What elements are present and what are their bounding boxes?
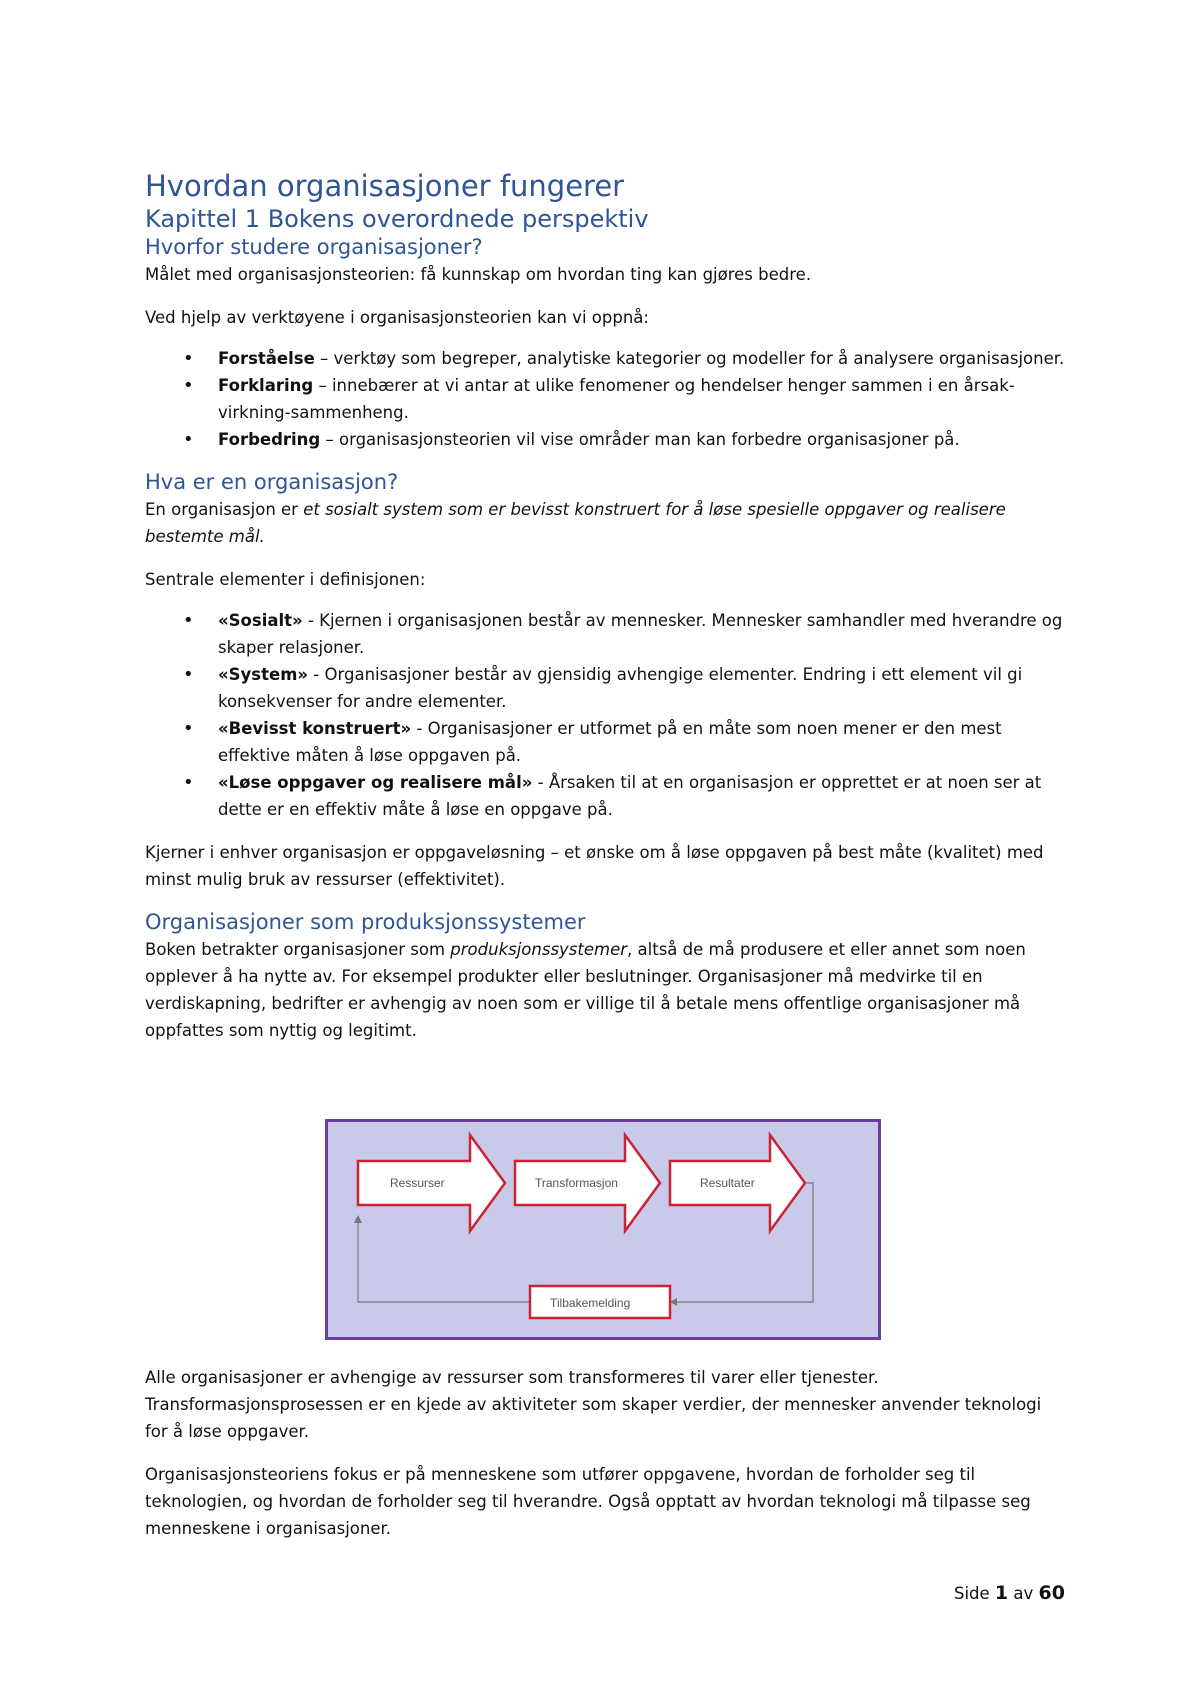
step-label: Transformasjon <box>535 1176 618 1190</box>
document-body <box>145 168 1065 1044</box>
bullet-list <box>145 607 1065 823</box>
list-item: • Forklaring – innebærer at vi antar at ulike fenomener og hendelser henger sammen i en årsak-virkning-sammenheng. <box>145 372 1065 426</box>
document-title: Hvordan organisasjoner fungerer <box>145 169 625 203</box>
list-item: • Forståelse – verktøy som begreper, analytiske kategorier og modeller for å analysere organisasjoner. <box>145 345 1065 372</box>
paragraph: Sentrale elementer i definisjonen: <box>145 570 426 589</box>
paragraph: Kjerner i enhver organisasjon er oppgaveløsning – et ønske om å løse oppgaven på best måte (kvalitet) med minst mulig bruk av ressurser (effektivitet). <box>145 843 1044 889</box>
paragraph: Målet med organisasjonsteorien: få kunnskap om hvordan ting kan gjøres bedre. <box>145 265 812 284</box>
section-heading-why: Hvorfor studere organisasjoner? <box>145 235 483 259</box>
list-item: • «Løse oppgaver og realisere mål» - Årsaken til at en organisasjon er opprettet er at noen ser at dette er en effektiv måte å løse en oppgave på. <box>145 769 1065 823</box>
paragraph: En organisasjon er et sosialt system som er bevisst konstruert for å løse spesielle oppgaver og realisere bestemte mål. <box>145 500 1006 546</box>
list-item: • «Bevisst konstruert» - Organisasjoner er utformet på en måte som noen mener er den mest effektive måten å løse oppgaven på. <box>145 715 1065 769</box>
paragraph: Boken betrakter organisasjoner som produksjonssystemer, altså de må produsere et eller annet som noen opplever å ha nytte av. For eksempel produkter eller beslutninger. Organisasjoner må medvirke til en verdiskapning, bedrifter er avhengig av noen som er villige til å betale mens offentlige organisasjoner må oppfattes som nyttig og legitimt. <box>145 940 1026 1040</box>
step-label: Ressurser <box>390 1176 445 1190</box>
current-page: 1 <box>994 1582 1009 1604</box>
paragraph: Ved hjelp av verktøyene i organisasjonsteorien kan vi oppnå: <box>145 308 649 327</box>
section-heading-production: Organisasjoner som produksjonssystemer <box>145 910 586 934</box>
total-pages: 60 <box>1038 1582 1065 1604</box>
production-system-diagram <box>325 1119 881 1340</box>
document-body-continued <box>145 1364 1065 1542</box>
paragraph: Alle organisasjoner er avhengige av ressurser som transformeres til varer eller tjenester. Transformasjonsprosessen er en kjede av aktiviteter som skaper verdier, der mennesker anvender teknologi for å løse oppgaver. <box>145 1368 1042 1441</box>
page-number-footer: Side 1 av 60 <box>953 1582 1065 1604</box>
feedback-label: Tilbakemelding <box>550 1296 631 1310</box>
bullet-list <box>145 345 1065 453</box>
section-heading-what: Hva er en organisasjon? <box>145 470 399 494</box>
list-item: • Forbedring – organisasjonsteorien vil vise områder man kan forbedre organisasjoner på. <box>145 426 1065 453</box>
list-item: • «System» - Organisasjoner består av gjensidig avhengige elementer. Endring i ett element vil gi konsekvenser for andre elementer. <box>145 661 1065 715</box>
step-label: Resultater <box>700 1176 755 1190</box>
paragraph: Organisasjonsteoriens fokus er på menneskene som utfører oppgavene, hvordan de forholder seg til teknologien, og hvordan de forholder seg til hverandre. Også opptatt av hvordan teknologi må tilpasse seg menneskene i organisasjoner. <box>145 1465 1031 1538</box>
list-item: • «Sosialt» - Kjernen i organisasjonen består av mennesker. Mennesker samhandler med hverandre og skaper relasjoner. <box>145 607 1065 661</box>
chapter-heading: Kapittel 1 Bokens overordnede perspektiv <box>145 205 649 233</box>
